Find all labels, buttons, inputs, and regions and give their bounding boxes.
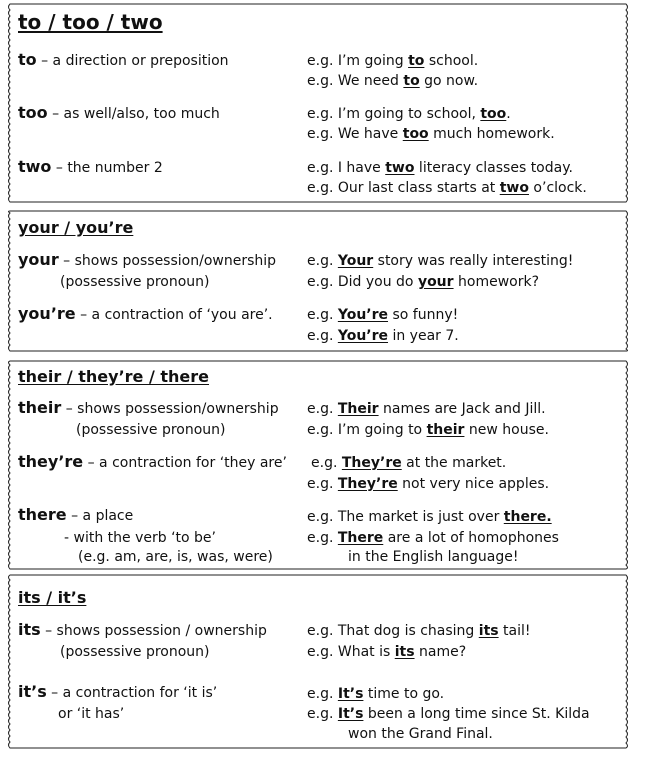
example-text: school. — [424, 53, 479, 69]
example-text: . — [506, 106, 511, 122]
example-text: e.g. That dog is chasing — [307, 623, 479, 639]
example-homophone: Your — [337, 253, 374, 269]
example-homophone: It’s — [337, 686, 364, 702]
example-text: e.g. We have — [307, 126, 403, 142]
example-homophone: It’s — [337, 706, 364, 722]
term-line — [18, 682, 217, 701]
term-definition-continued: - with the verb ‘to be’ — [64, 530, 216, 546]
example-text: e.g. I’m going to school, — [307, 106, 481, 122]
section-title: their / they’re / there — [18, 367, 210, 386]
term-definition: – as well/also, too much — [47, 106, 220, 122]
example-text: e.g. — [307, 401, 338, 417]
example-sentence — [348, 726, 493, 742]
example-text: e.g. What is — [307, 644, 395, 660]
example-homophone: two — [385, 160, 415, 176]
example-text: o’clock. — [528, 180, 587, 196]
example-text: names are Jack and Jill. — [378, 401, 546, 417]
term-word: their — [18, 398, 62, 417]
example-text: new house. — [464, 422, 549, 438]
example-text: won the Grand Final. — [348, 726, 493, 742]
example-text: e.g. Did you do — [307, 274, 418, 290]
term-word: you’re — [18, 304, 76, 323]
example-text: not very nice apples. — [397, 476, 550, 492]
example-text: e.g. I have — [307, 160, 386, 176]
example-text: are a lot of homophones — [383, 530, 559, 546]
term-word: two — [18, 157, 52, 176]
term-word: too — [18, 103, 48, 122]
example-sentence — [307, 686, 444, 702]
example-homophone: there. — [503, 509, 552, 525]
example-homophone: You’re — [337, 328, 389, 344]
example-homophone: two — [499, 180, 529, 196]
example-text: story was really interesting! — [373, 253, 574, 269]
example-homophone: to — [403, 73, 420, 89]
example-text: homework? — [453, 274, 540, 290]
term-word: there — [18, 505, 67, 524]
example-homophone: to — [408, 53, 425, 69]
example-homophone: too — [480, 106, 507, 122]
term-definition-continued: (possessive pronoun) — [60, 274, 210, 290]
example-sentence — [307, 644, 466, 660]
example-text: e.g. — [307, 476, 338, 492]
term-definition: – shows possession / ownership — [40, 623, 267, 639]
term-definition-continued: (e.g. am, are, is, was, were) — [78, 549, 273, 565]
term-definition: – the number 2 — [51, 160, 163, 176]
term-definition: – a contraction of ‘you are’. — [75, 307, 273, 323]
term-word: to — [18, 50, 37, 69]
example-text: e.g. — [307, 307, 338, 323]
example-homophone: Their — [337, 401, 379, 417]
example-text: e.g. I’m going to — [307, 422, 427, 438]
term-word: it’s — [18, 682, 47, 701]
example-homophone: its — [394, 644, 415, 660]
example-text: time to go. — [363, 686, 445, 702]
term-definition: – a contraction for ‘it is’ — [46, 685, 218, 701]
section-title: your / you’re — [18, 218, 134, 237]
example-homophone: You’re — [337, 307, 389, 323]
example-text: e.g. — [307, 686, 338, 702]
example-text: in the English language! — [348, 549, 519, 565]
term-definition: – shows possession/ownership — [61, 401, 279, 417]
example-homophone: your — [417, 274, 454, 290]
example-homophone: There — [337, 530, 384, 546]
example-text: e.g. We need — [307, 73, 404, 89]
term-definition: – a place — [66, 508, 134, 524]
term-definition-continued: or ‘it has’ — [58, 706, 125, 722]
term-line — [18, 620, 267, 639]
example-text: e.g. — [307, 328, 338, 344]
example-text: much homework. — [428, 126, 555, 142]
section-border — [9, 575, 628, 748]
example-text: in year 7. — [388, 328, 459, 344]
example-text: e.g. The market is just over — [307, 509, 504, 525]
section-title: its / it’s — [18, 588, 87, 607]
example-text: e.g. — [311, 455, 342, 471]
term-word: they’re — [18, 452, 84, 471]
term-word: its — [18, 620, 41, 639]
example-sentence — [307, 623, 531, 639]
example-text: so funny! — [388, 307, 459, 323]
example-text: name? — [414, 644, 467, 660]
term-definition-continued: (possessive pronoun) — [76, 422, 226, 438]
example-text: e.g. Our last class starts at — [307, 180, 500, 196]
example-text: e.g. — [307, 706, 338, 722]
example-text: e.g. I’m going — [307, 53, 409, 69]
example-homophone: its — [478, 623, 499, 639]
example-text: e.g. — [307, 253, 338, 269]
example-homophone: They’re — [341, 455, 402, 471]
term-definition: – a contraction for ‘they are’ — [83, 455, 287, 471]
term-definition: – shows possession/ownership — [58, 253, 277, 269]
example-text: tail! — [498, 623, 531, 639]
example-homophone: too — [402, 126, 429, 142]
section-title: to / too / two — [18, 10, 163, 34]
example-text: go now. — [419, 73, 479, 89]
term-word: your — [18, 250, 59, 269]
term-definition-continued: (possessive pronoun) — [60, 644, 210, 660]
example-text: literacy classes today. — [414, 160, 573, 176]
example-homophone: They’re — [337, 476, 398, 492]
term-definition: – a direction or preposition — [36, 53, 229, 69]
example-sentence — [307, 706, 590, 722]
example-text: e.g. — [307, 530, 338, 546]
example-text: been a long time since St. Kilda — [363, 706, 590, 722]
example-homophone: their — [426, 422, 465, 438]
example-text: at the market. — [401, 455, 507, 471]
